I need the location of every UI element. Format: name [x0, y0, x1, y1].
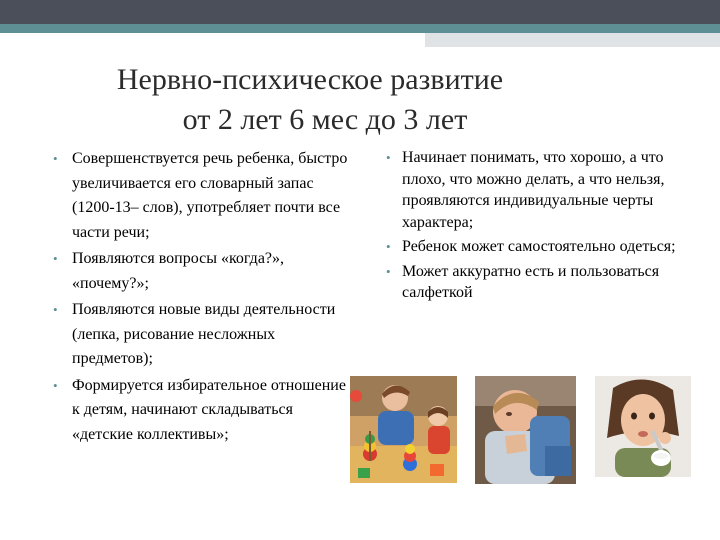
list-item [385, 236, 685, 258]
bullet-icon: • [53, 251, 58, 266]
photo-child-dressing [475, 376, 576, 484]
bullet-icon: • [53, 377, 58, 393]
list-item [385, 261, 685, 304]
slide-title [0, 60, 620, 140]
header-bar-light [0, 33, 425, 47]
slide-title-line-1: Нервно-психическое развитие [116, 63, 504, 96]
bullet-text: Начинает понимать, что хорошо, а что плохо, что можно делать, а что нельзя, проявляются индивидуальные черты характера; [402, 149, 665, 231]
bullet-icon: • [53, 302, 58, 317]
bullet-text: Появляются новые виды деятельности (лепка, рисование несложных предметов); [72, 301, 336, 367]
bullet-text: Формируется избирательное отношение к детям, начинают складываться «детские коллективы»; [72, 376, 346, 443]
right-bullet-list [385, 147, 685, 307]
bullet-icon: • [386, 239, 391, 254]
header-bar-gray [425, 33, 720, 47]
list-item [52, 298, 352, 372]
list-item [52, 247, 352, 296]
bullet-icon: • [386, 263, 391, 279]
list-item [385, 147, 685, 233]
header-bar-teal [0, 24, 720, 33]
bullet-icon: • [53, 151, 58, 166]
left-bullet-list [52, 147, 352, 449]
bullet-text: Может аккуратно есть и пользоваться салфеткой [402, 262, 660, 301]
bullet-text: Появляются вопросы «когда?», «почему?»; [72, 250, 285, 292]
list-item [52, 147, 352, 245]
header-bar-dark [0, 0, 720, 24]
list-item [52, 374, 352, 448]
slide-title-line-2: от 2 лет 6 мес до 3 лет [182, 103, 468, 136]
photo-child-eating [595, 376, 691, 477]
photo-children-playing [350, 376, 457, 483]
bullet-text: Ребенок может самостоятельно одеться; [402, 238, 676, 255]
bullet-text: Совершенствуется речь ребенка, быстро увеличивается его словарный запас (1200-13– слов), употребляет почти все части речи; [72, 150, 348, 241]
bullet-icon: • [386, 150, 391, 165]
